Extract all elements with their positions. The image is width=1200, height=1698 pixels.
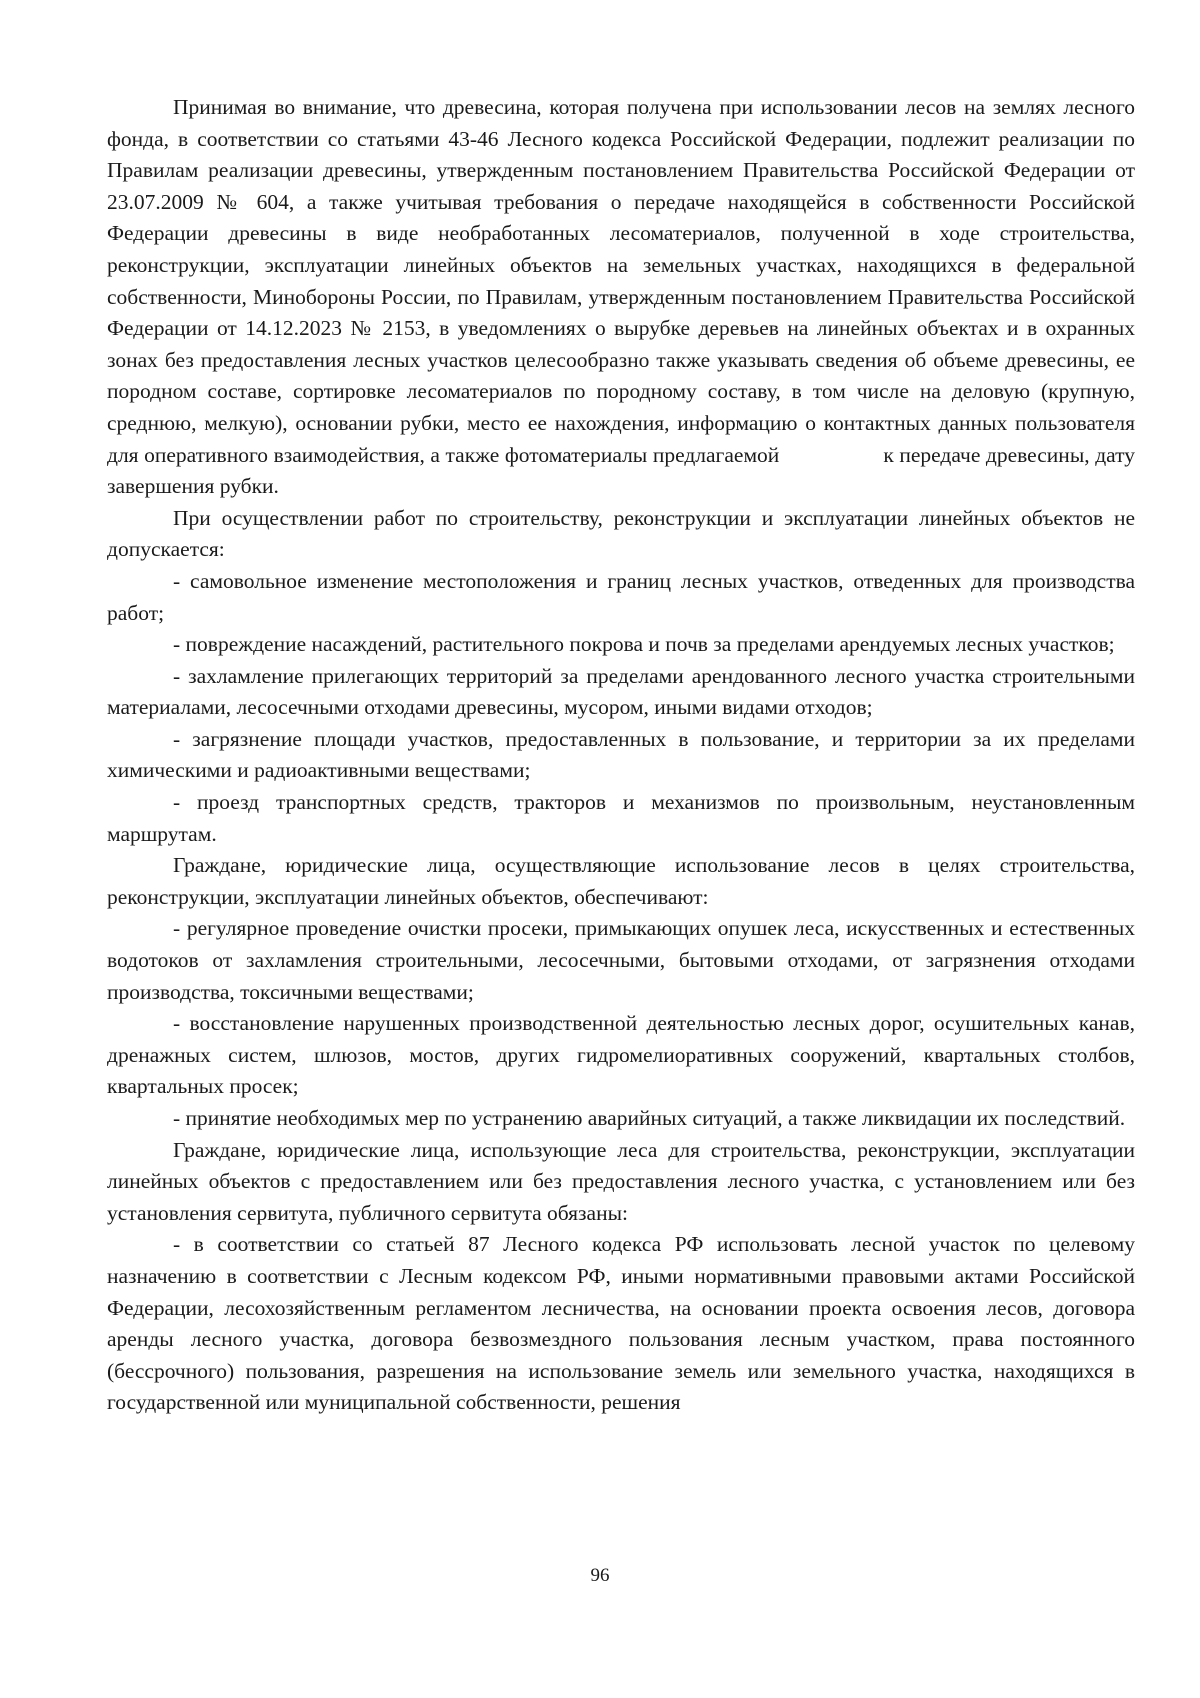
paragraph-ensure: Граждане, юридические лица, осуществляющие использование лесов в целях строительства, реконструкции, эксплуатации линейных объектов, обеспечивают: [107, 853, 1135, 909]
page-number: 96 [590, 1565, 610, 1586]
list-item: - в соответствии со статьей 87 Лесного кодекса РФ использовать лесной участок по целевому назначению в соответствии с Лесным кодексом РФ, иными нормативными правовыми актами Российской Федерации, лесохозяйственным регламентом лесничества, на основании проекта освоения лесов, договора аренды лесного участка, договора безвозмездного пользования лесным участком, права постоянного (бессрочного) пользования, разрешения на использование земель или земельного участка, находящихся в государственной или муниципальной собственности, решения [107, 1232, 1135, 1415]
list-item: - регулярное проведение очистки просеки, примыкающих опушек леса, искусственных и естественных водотоков от захламления строительными, лесосечными, бытовыми отходами, от загрязнения отходами производства, токсичными веществами; [107, 916, 1135, 1004]
list-item: - проезд транспортных средств, тракторов и механизмов по произвольным, неустановленным маршрутам. [107, 790, 1135, 846]
list-item: - загрязнение площади участков, предоставленных в пользование, и территории за их пределами химическими и радиоактивными веществами; [107, 726, 1135, 783]
list-item: - захламление прилегающих территорий за пределами арендованного лесного участка строительными материалами, лесосечными отходами древесины, мусором, иными видами отходов; [107, 663, 1135, 720]
paragraph-timber-sale-ending: к передаче древесины, дату завершения рубки. [107, 442, 1135, 499]
paragraph-not-allowed: При осуществлении работ по строительству, реконструкции и эксплуатации линейных объектов не допускается: [107, 505, 1135, 562]
paragraph-obliged: Граждане, юридические лица, использующие леса для строительства, реконструкции, эксплуатации линейных объектов с предоставлением или без предоставления лесного участка, с установлением или без установления сервитута, публичного сервитута обязаны: [107, 1137, 1135, 1225]
document-body [107, 92, 1135, 1419]
list-item: - повреждение насаждений, растительного покрова и почв за пределами арендуемых лесных участков; [173, 632, 1115, 657]
list-item: - восстановление нарушенных производственной деятельностью лесных дорог, осушительных канав, дренажных систем, шлюзов, мостов, других гидромелиоративных сооружений, квартальных столбов, квартальных просек; [107, 1011, 1135, 1099]
list-item: - принятие необходимых мер по устранению аварийных ситуаций, а также ликвидации их последствий. [173, 1106, 1126, 1130]
paragraph-timber-sale-text: Принимая во внимание, что древесина, которая получена при использовании лесов на землях лесного фонда, в соответствии со статьями 43-46 Лесного кодекса Российской Федерации, подлежит реализации по Правилам реализации древесины, утвержденным постановлением Правительства Российской Федерации от 23.07.2009 № 604, а также учитывая требования о передаче находящейся в собственности Российской Федерации древесины в виде необработанных лесоматериалов, полученной в ходе строительства, реконструкции, эксплуатации линейных объектов на земельных участках, находящихся в федеральной собственности, Минобороны России, по Правилам, утвержденным постановлением Правительства Российской Федерации от 14.12.2023 № 2153, в уведомлениях о вырубке деревьев на линейных объектах и в охранных зонах без предоставления лесных участков целесообразно также указывать сведения об объеме древесины, ее породном составе, сортировке лесоматериалов по породному составу, в том числе на деловую (крупную, среднюю, мелкую), основании рубки, место ее нахождения, информацию о контактных данных пользователя для оперативного взаимодействия, а также фотоматериалы предлагаемой [107, 95, 1135, 467]
list-item: - самовольное изменение местоположения и границ лесных участков, отведенных для производства работ; [107, 568, 1135, 625]
paragraph-timber-sale [107, 92, 1135, 503]
